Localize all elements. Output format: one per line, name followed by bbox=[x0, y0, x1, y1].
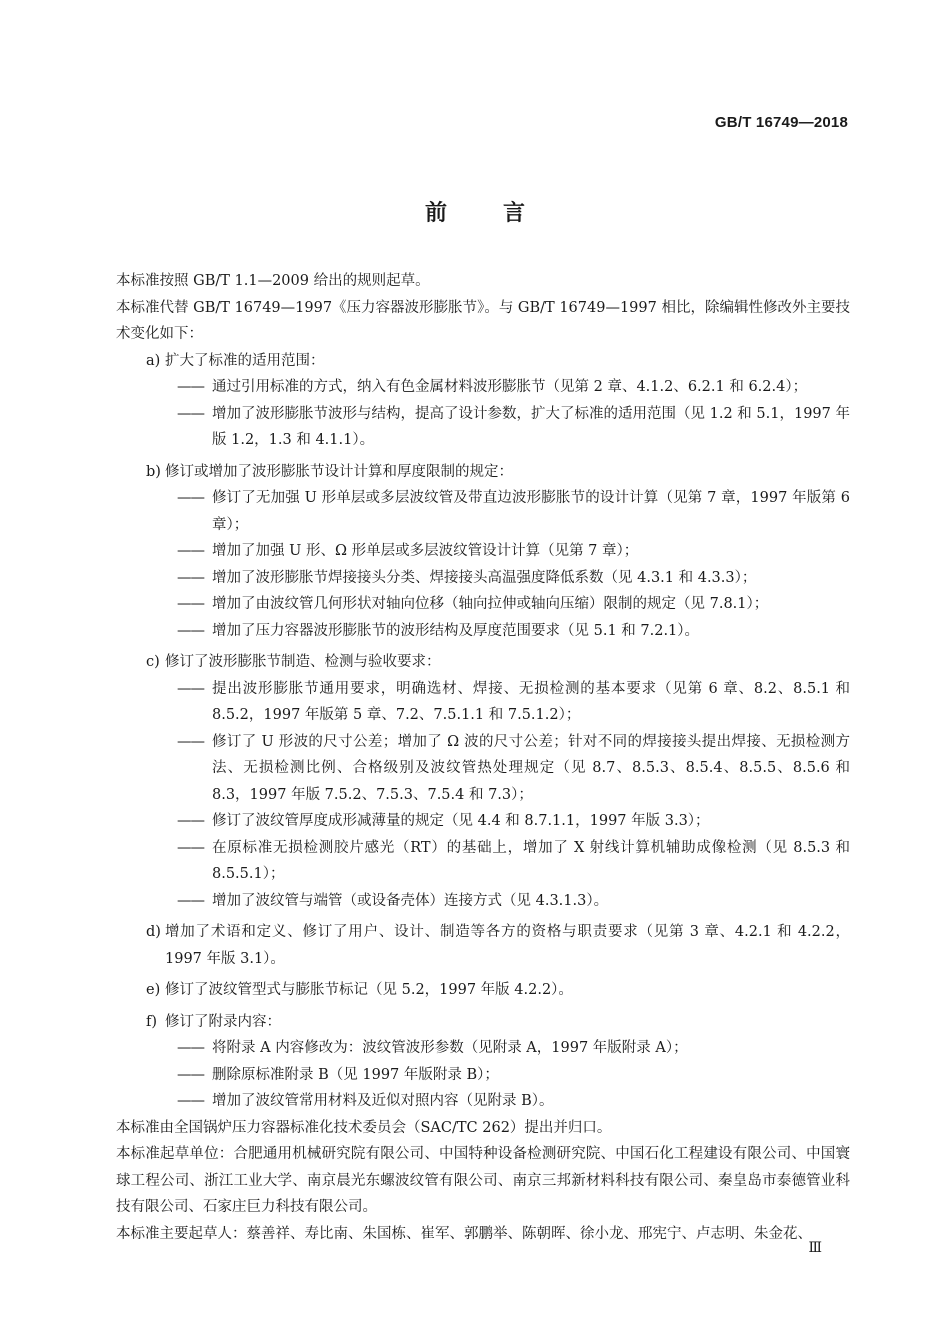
dash-mark: —— bbox=[177, 596, 204, 612]
dash-mark: —— bbox=[177, 405, 204, 422]
sub-item bbox=[116, 485, 850, 538]
paragraph: 本标准按照 GB/T 1.1—2009 给出的规则起草。 bbox=[116, 273, 430, 289]
page-title bbox=[0, 196, 950, 227]
item-text: 修订或增加了波形膨胀节设计计算和厚度限制的规定： bbox=[165, 463, 513, 480]
sub-item-text: 修订了波纹管厚度成形减薄量的规定（见 4.4 和 8.7.1.1，1997 年版 3.3）； bbox=[212, 813, 710, 829]
item-text: 增加了术语和定义、修订了用户、设计、制造等各方的资格与职责要求（见第 3 章、4.2.1 和 4.2.2，1997 年版 3.1）。 bbox=[165, 924, 850, 967]
dash-mark: —— bbox=[177, 490, 204, 506]
sub-item-text: 删除原标准附录 B（见 1997 年版附录 B）； bbox=[212, 1066, 499, 1083]
sub-item-text: 增加了波纹管与端管（或设备壳体）连接方式（见 4.3.1.3）。 bbox=[212, 892, 609, 909]
change-item-e bbox=[116, 977, 850, 1004]
item-label: d) bbox=[146, 924, 161, 940]
item-label: f) bbox=[146, 1013, 158, 1030]
sub-item bbox=[116, 401, 850, 454]
item-label: c) bbox=[146, 654, 160, 670]
sub-item bbox=[116, 618, 850, 645]
title-char-2: 言 bbox=[503, 201, 526, 226]
change-item-a bbox=[116, 348, 850, 375]
foreword-body bbox=[116, 268, 850, 1247]
sub-item bbox=[116, 676, 850, 729]
item-label: e) bbox=[146, 982, 161, 998]
sub-item-text: 增加了波纹管常用材料及近似对照内容（见附录 B）。 bbox=[212, 1093, 554, 1109]
paragraph: 本标准主要起草人：蔡善祥、寿比南、朱国栋、崔军、郭鹏举、陈朝晖、徐小龙、邢宪宁、卢志明、朱金花、 bbox=[116, 1225, 812, 1242]
change-item-f bbox=[116, 1009, 850, 1036]
dash-mark: —— bbox=[177, 543, 204, 559]
dash-mark: —— bbox=[177, 733, 204, 750]
sub-item-text: 增加了波形膨胀节焊接接头分类、焊接接头高温强度降低系数（见 4.3.1 和 4.3.3）； bbox=[212, 569, 757, 586]
sub-item-text: 修订了 U 形波的尺寸公差；增加了 Ω 波的尺寸公差；针对不同的焊接接头提出焊接、无损检测方法、无损检测比例、合格级别及波纹管热处理规定（见 8.7、8.5.3、8.5.4、8.5.5、8.5.6 和 8.3，1997 年版 7.5.2、7.5.3、7.5.4 和 7.3）； bbox=[212, 733, 850, 803]
dash-mark: —— bbox=[177, 622, 204, 639]
sub-item-text: 修订了无加强 U 形单层或多层波纹管及带直边波形膨胀节的设计计算（见第 7 章，1997 年版第 6 章）； bbox=[212, 490, 850, 533]
sub-item bbox=[116, 1035, 850, 1062]
sub-item bbox=[116, 888, 850, 915]
sub-item bbox=[116, 835, 850, 888]
item-label: a) bbox=[146, 352, 161, 369]
change-item-c bbox=[116, 649, 850, 676]
dash-mark: —— bbox=[177, 569, 204, 586]
sub-item bbox=[116, 374, 850, 401]
item-text: 扩大了标准的适用范围： bbox=[165, 352, 325, 369]
sub-item-text: 增加了由波纹管几何形状对轴向位移（轴向拉伸或轴向压缩）限制的规定（见 7.8.1）； bbox=[212, 596, 769, 612]
sub-item-text: 增加了加强 U 形、Ω 形单层或多层波纹管设计计算（见第 7 章）； bbox=[212, 543, 639, 559]
item-text: 修订了波纹管型式与膨胀节标记（见 5.2，1997 年版 4.2.2）。 bbox=[165, 982, 573, 998]
sub-item bbox=[116, 808, 850, 835]
sub-item-text: 增加了波形膨胀节波形与结构，提高了设计参数，扩大了标准的适用范围（见 1.2 和 5.1，1997 年版 1.2，1.3 和 4.1.1）。 bbox=[212, 405, 850, 448]
dash-mark: —— bbox=[177, 1040, 204, 1056]
sub-item bbox=[116, 729, 850, 809]
dash-mark: —— bbox=[177, 680, 204, 697]
sub-item-text: 通过引用标准的方式，纳入有色金属材料波形膨胀节（见第 2 章、4.1.2、6.2.1 和 6.2.4）； bbox=[212, 379, 808, 395]
sub-item bbox=[116, 1062, 850, 1089]
change-item-b bbox=[116, 459, 850, 486]
paragraph: 本标准起草单位：合肥通用机械研究院有限公司、中国特种设备检测研究院、中国石化工程建设有限公司、中国寰球工程公司、浙江工业大学、南京晨光东螺波纹管有限公司、南京三邦新材料科技有限公司、秦皇岛市泰德管业科技有限公司、石家庄巨力科技有限公司。 bbox=[116, 1146, 850, 1215]
paragraph: 本标准由全国锅炉压力容器标准化技术委员会（SAC/TC 262）提出并归口。 bbox=[116, 1119, 612, 1136]
change-item-d bbox=[116, 919, 850, 972]
sub-item-text: 提出波形膨胀节通用要求，明确选材、焊接、无损检测的基本要求（见第 6 章、8.2、8.5.1 和 8.5.2，1997 年版第 5 章、7.2、7.5.1.1 和 7.5.1.2）； bbox=[212, 680, 850, 723]
sub-item bbox=[116, 538, 850, 565]
dash-mark: —— bbox=[177, 1093, 204, 1109]
item-label: b) bbox=[146, 463, 161, 480]
paragraph: 本标准代替 GB/T 16749—1997《压力容器波形膨胀节》。与 GB/T 16749—1997 相比，除编辑性修改外主要技术变化如下： bbox=[116, 299, 850, 342]
sub-item bbox=[116, 591, 850, 618]
item-text: 修订了波形膨胀节制造、检测与验收要求： bbox=[165, 654, 441, 670]
dash-mark: —— bbox=[177, 839, 204, 856]
standard-code: GB/T 16749—2018 bbox=[714, 114, 848, 131]
page-number: Ⅲ bbox=[808, 1240, 822, 1256]
dash-mark: —— bbox=[177, 1066, 204, 1083]
sub-item-text: 将附录 A 内容修改为：波纹管波形参数（见附录 A，1997 年版附录 A）； bbox=[212, 1040, 688, 1056]
title-char-1: 前 bbox=[424, 201, 447, 226]
sub-item-text: 增加了压力容器波形膨胀节的波形结构及厚度范围要求（见 5.1 和 7.2.1）。 bbox=[212, 622, 700, 639]
dash-mark: —— bbox=[177, 892, 204, 909]
dash-mark: —— bbox=[177, 379, 204, 395]
sub-item bbox=[116, 1088, 850, 1115]
sub-item bbox=[116, 565, 850, 592]
item-text: 修订了附录内容： bbox=[165, 1013, 281, 1030]
sub-item-text: 在原标准无损检测胶片感光（RT）的基础上，增加了 X 射线计算机辅助成像检测（见 8.5.3 和 8.5.5.1）； bbox=[212, 839, 850, 882]
dash-mark: —— bbox=[177, 813, 204, 829]
